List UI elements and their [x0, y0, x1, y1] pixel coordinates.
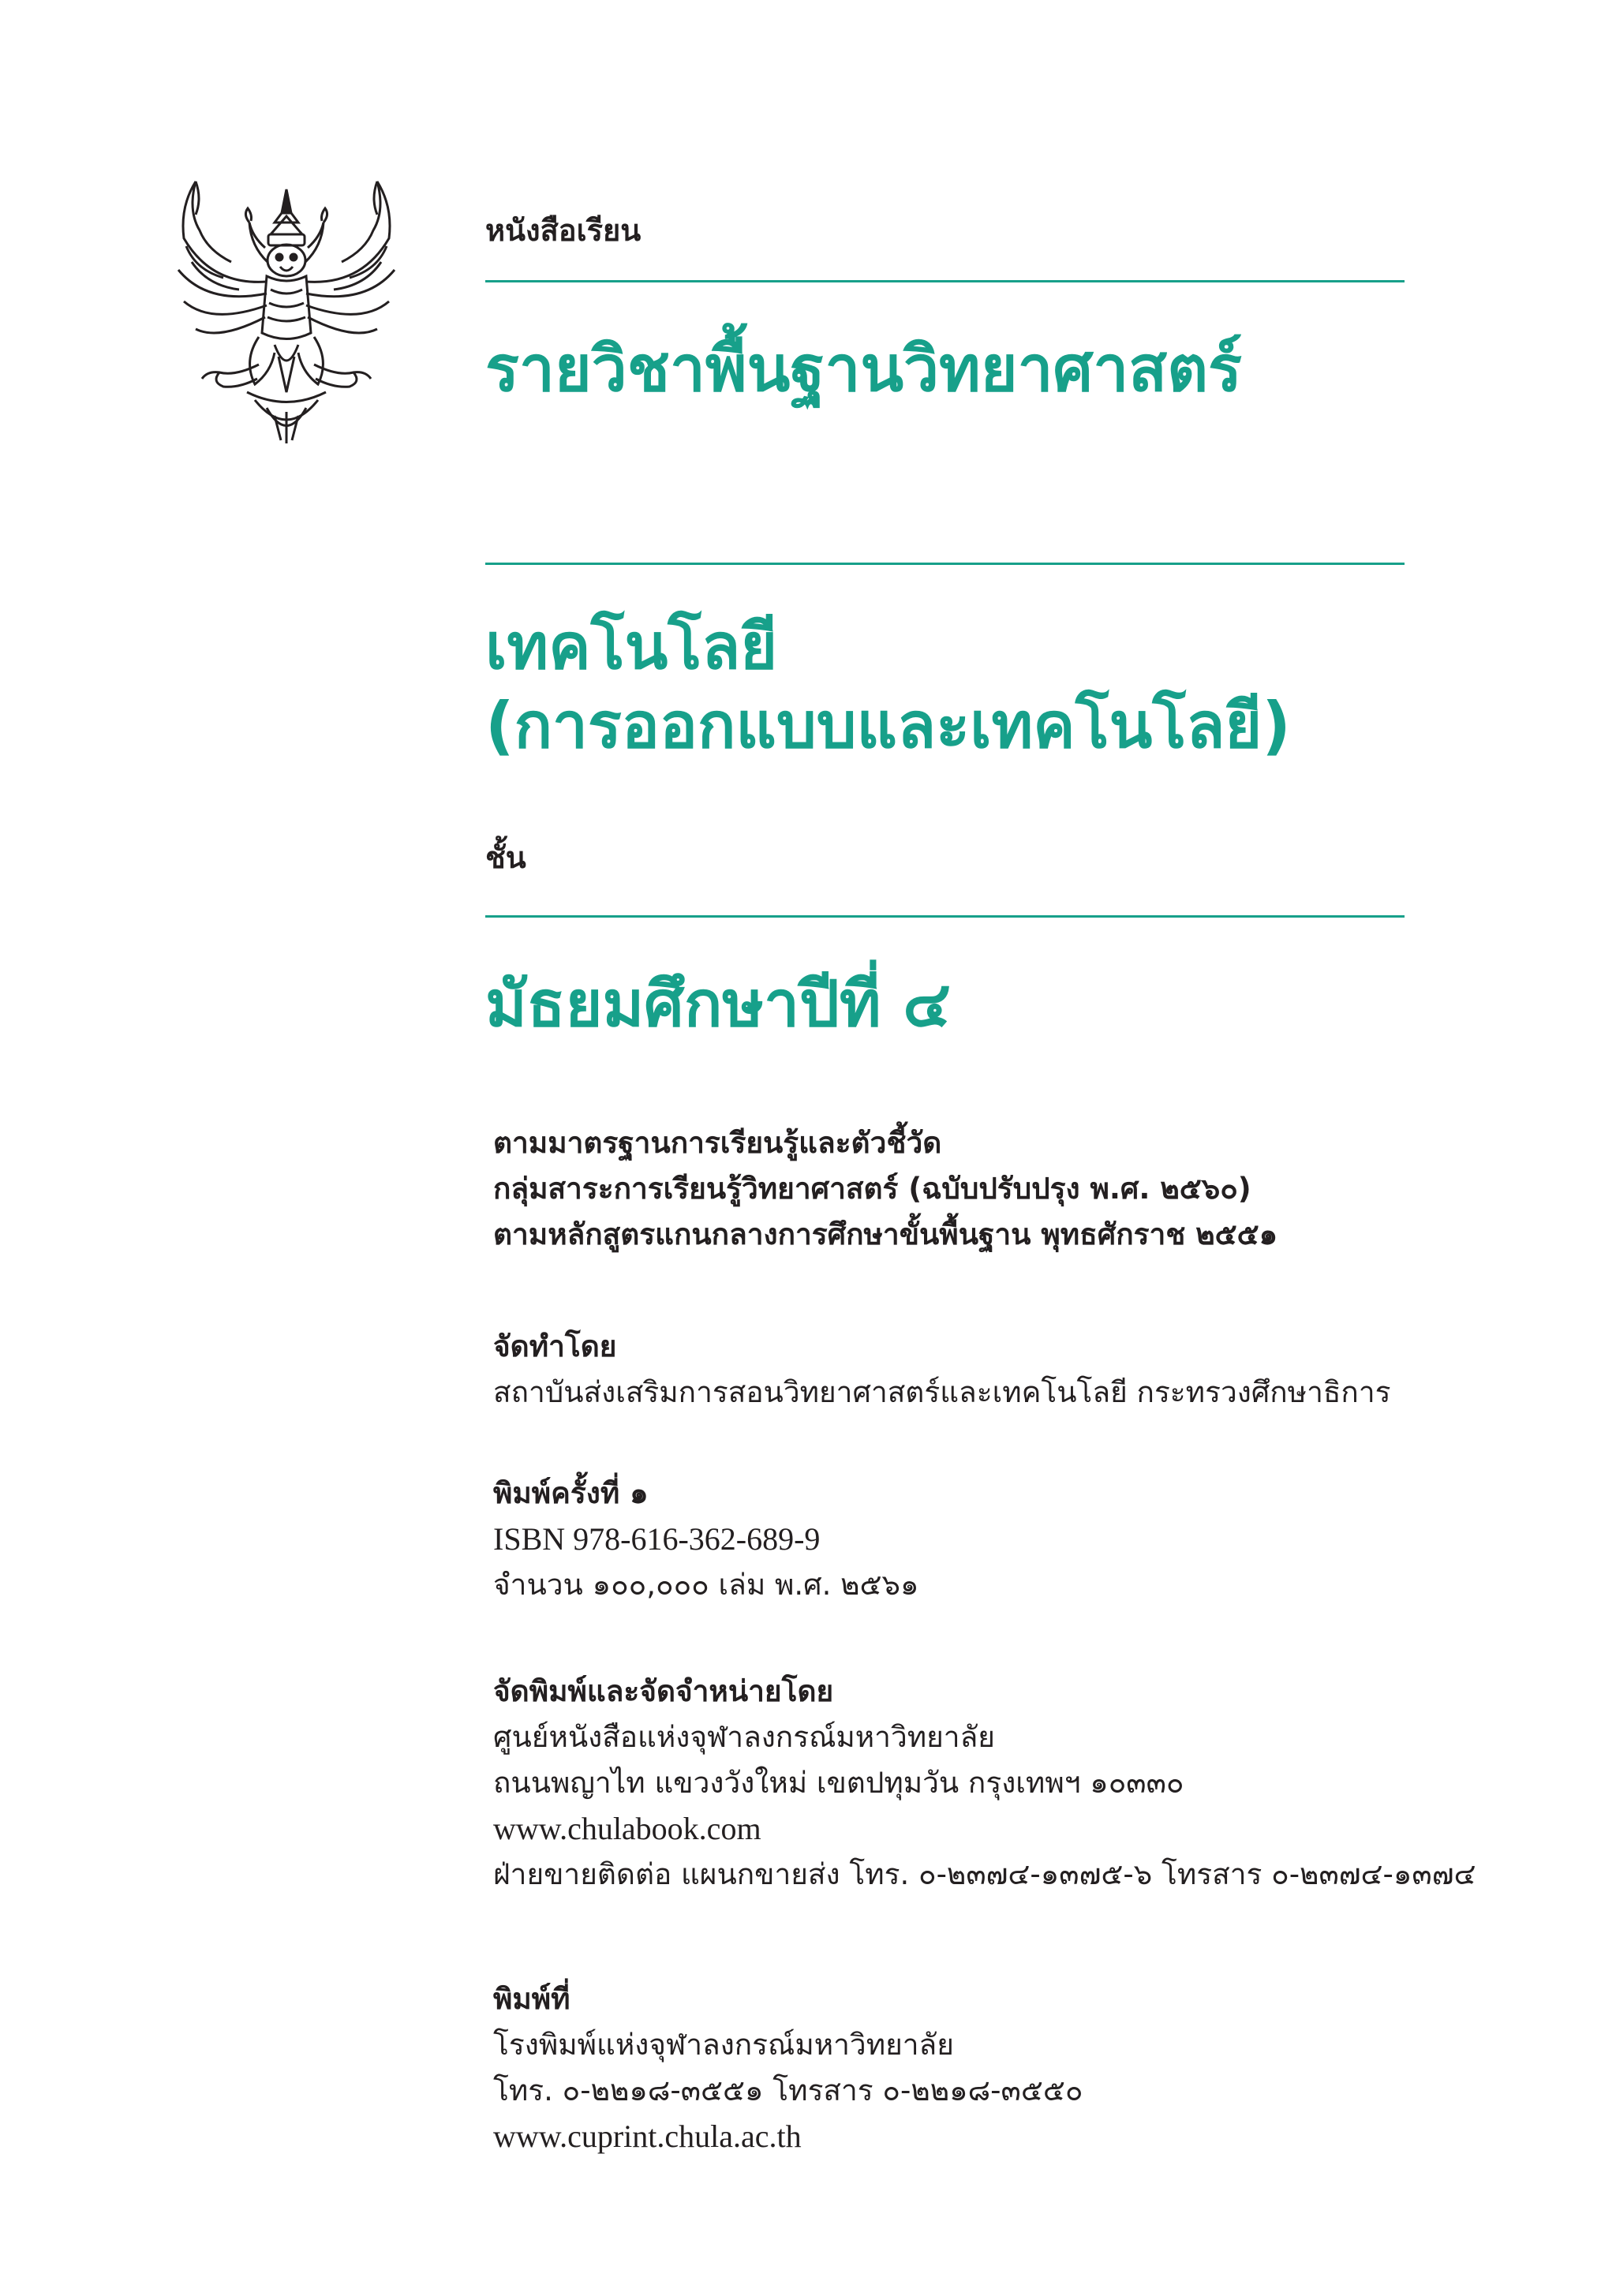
edition-heading: พิมพ์ครั้งที่ ๑	[493, 1476, 649, 1510]
printer-website: www.cuprint.chula.ac.th	[493, 2118, 802, 2154]
printer-name: โรงพิมพ์แห่งจุฬาลงกรณ์มหาวิทยาลัย	[493, 2028, 954, 2062]
isbn-text: ISBN 978-616-362-689-9	[493, 1521, 821, 1557]
course-title-line1: เทคโนโลยี	[485, 610, 778, 683]
divider-rule	[485, 915, 1405, 918]
grade-label: ชั้น	[485, 840, 526, 875]
printer-phone: โทร. ๐-๒๒๑๘-๓๕๕๑ โทรสาร ๐-๒๒๑๘-๓๕๕๐	[493, 2074, 1083, 2107]
course-title-line2: (การออกแบบและเทคโนโลยี)	[485, 689, 1291, 762]
distributor-heading: จัดพิมพ์และจัดจำหน่ายโดย	[493, 1674, 834, 1708]
printer-block	[493, 1976, 1440, 2160]
distributor-website: www.chulabook.com	[493, 1811, 761, 1846]
grade-title: มัธยมศึกษาปีที่ ๔	[485, 967, 951, 1041]
curriculum-line: ตามมาตรฐานการเรียนรู้และตัวชี้วัด	[493, 1126, 942, 1160]
prepared-by-heading: จัดทำโดย	[493, 1329, 617, 1363]
curriculum-line: ตามหลักสูตรแกนกลางการศึกษาขั้นพื้นฐาน พุทธศักราช ๒๕๕๑	[493, 1217, 1278, 1251]
curriculum-block	[493, 1120, 1440, 1258]
distributor-address: ถนนพญาไท แขวงวังใหม่ เขตปทุมวัน กรุงเทพฯ ๑๐๓๓๐	[493, 1766, 1184, 1800]
garuda-emblem-icon	[164, 175, 409, 447]
distributor-name: ศูนย์หนังสือแห่งจุฬาลงกรณ์มหาวิทยาลัย	[493, 1720, 995, 1754]
divider-rule	[485, 563, 1405, 565]
printer-heading: พิมพ์ที่	[493, 1982, 570, 2016]
prepared-by-org: สถาบันส่งเสริมการสอนวิทยาศาสตร์และเทคโนโลยี กระทรวงศึกษาธิการ	[493, 1375, 1391, 1409]
print-quantity: จำนวน ๑๐๐,๐๐๐ เล่ม พ.ศ. ๒๕๖๑	[493, 1568, 919, 1602]
distributor-block	[493, 1669, 1476, 1898]
prepared-by-block	[493, 1324, 1440, 1415]
curriculum-line: กลุ่มสาระการเรียนรู้วิทยาศาสตร์ (ฉบับปรับปรุง พ.ศ. ๒๕๖๐)	[493, 1172, 1251, 1206]
book-type-label: หนังสือเรียน	[485, 213, 642, 248]
edition-block	[493, 1471, 1440, 1608]
divider-rule	[485, 280, 1405, 282]
subject-title: รายวิชาพื้นฐานวิทยาศาสตร์	[485, 332, 1242, 406]
distributor-contact: ฝ่ายขายติดต่อ แผนกขายส่ง โทร. ๐-๒๓๗๔-๑๓๗๕-๖ โทรสาร ๐-๒๓๗๔-๑๓๗๔	[493, 1857, 1476, 1891]
